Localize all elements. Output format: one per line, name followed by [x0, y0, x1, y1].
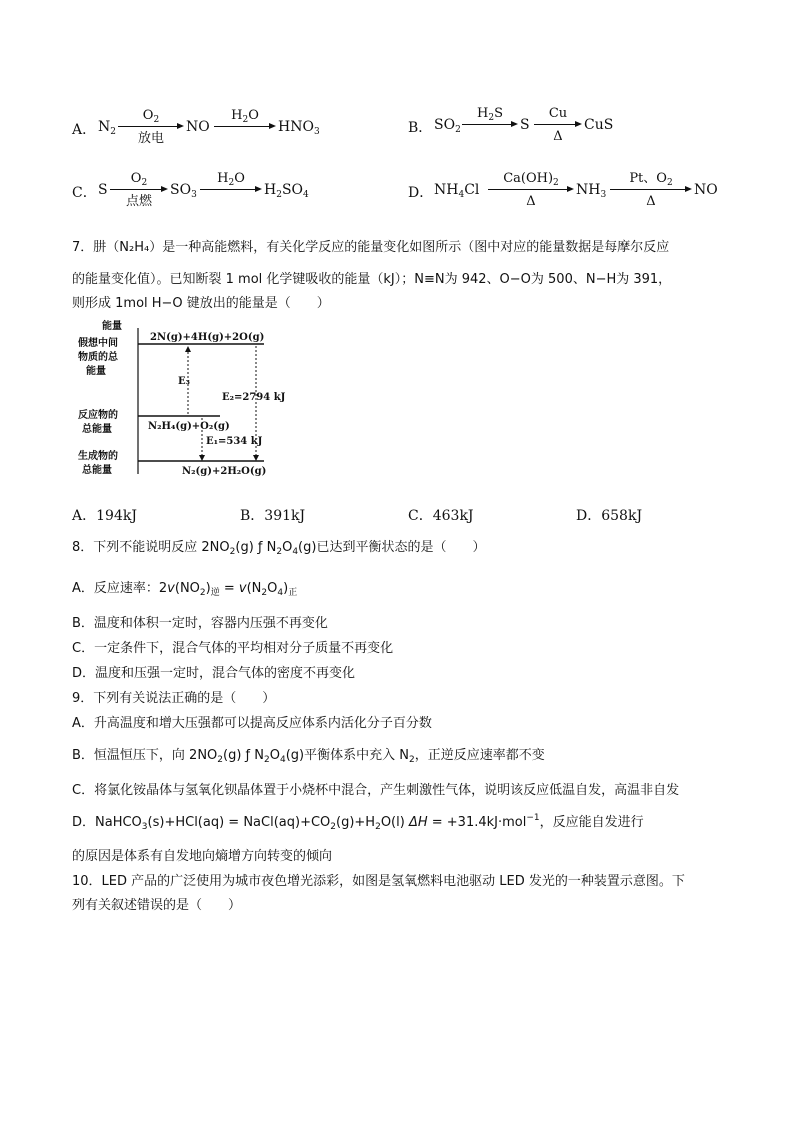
- e3-label: E₃: [178, 376, 191, 387]
- option-text: ，正逆反应速率都不变: [414, 748, 545, 763]
- arrow-top: H: [231, 108, 243, 123]
- reaction-arrow: [610, 171, 692, 209]
- q7-option-c[interactable]: [408, 505, 474, 525]
- species: SO: [281, 182, 304, 198]
- option-text: A．反应速率：2: [72, 581, 168, 596]
- subscript: 2: [276, 190, 282, 200]
- species: NO: [186, 119, 210, 135]
- option-text: O: [267, 581, 278, 596]
- option-text: (NO: [174, 581, 200, 596]
- arrow-icon: [200, 186, 262, 194]
- option-letter: D．: [408, 185, 434, 201]
- q8-option-c[interactable]: C．一定条件下，混合气体的平均相对分子质量不再变化: [72, 641, 394, 656]
- arrow-top: S: [494, 106, 503, 121]
- arrow-top: Cu: [548, 106, 568, 121]
- reaction-arrow: [488, 171, 574, 209]
- option-text: B．恒温恒压下，向 2NO: [72, 748, 218, 763]
- q9-option-b[interactable]: [72, 744, 545, 765]
- q7-option-d[interactable]: [576, 505, 642, 525]
- equals-sign: =: [219, 581, 239, 596]
- arrow-top: H: [477, 106, 489, 121]
- q10-line-2: 列有关叙述错误的是（ ）: [72, 898, 242, 913]
- arrow-icon: [488, 186, 574, 194]
- arrow-bottom: Δ: [553, 129, 563, 144]
- level2-label: 总能量: [82, 424, 112, 435]
- species: S: [98, 182, 108, 198]
- e2-label: E₂=2794 kJ: [222, 392, 286, 403]
- subscript: 2: [217, 755, 224, 765]
- level2-formula: N₂H₄(g)+O₂(g): [148, 421, 230, 432]
- arrow-top: H: [217, 171, 229, 186]
- option-letter: A．: [72, 122, 97, 138]
- q6-option-c: [72, 171, 372, 211]
- reaction-arrow: [200, 171, 262, 194]
- subscript: 2: [488, 113, 495, 123]
- subscript: 2: [199, 588, 206, 598]
- reaction-arrow: [214, 108, 276, 131]
- arrow-icon: [118, 123, 184, 131]
- species: SO: [170, 182, 192, 198]
- option-text: (g)平衡体系中充入 N: [285, 748, 409, 763]
- option-letter: D．: [576, 508, 602, 524]
- math-v: v: [238, 581, 247, 596]
- subscript: 2: [375, 822, 381, 832]
- subscript: 2: [666, 178, 673, 188]
- option-text: ): [283, 581, 289, 596]
- option-text: 658kJ: [601, 508, 643, 524]
- level1-label: 假想中间: [78, 338, 118, 349]
- subscript: 4: [458, 190, 465, 200]
- q10-line-1: 10．LED 产品的广泛使用为城市夜色增光添彩，如图是氢氧燃料电池驱动 LED 发光的一种装置示意图。下: [72, 874, 685, 889]
- q9-option-a[interactable]: A．升高温度和增大压强都可以提高反应体系内活化分子百分数: [72, 716, 432, 731]
- species: H: [264, 182, 277, 198]
- level3-label: 生成物的: [78, 451, 118, 462]
- q6-option-d: [408, 173, 748, 213]
- q8-stem: [72, 536, 485, 557]
- q7-line-1: 7．肼（N₂H₄）是一种高能燃料，有关化学反应的能量变化如图所示（图中对应的能量数据是每摩尔反应: [72, 240, 670, 255]
- option-text: D．NaHCO: [72, 815, 142, 830]
- arrow-icon: [214, 123, 276, 131]
- option-text: 194kJ: [96, 508, 137, 524]
- stem-text: O: [282, 540, 293, 555]
- species: S: [520, 117, 530, 133]
- option-letter: A．: [72, 508, 97, 524]
- arrow-icon: [462, 121, 518, 129]
- q9-stem: 9．下列有关说法正确的是（ ）: [72, 691, 276, 706]
- subscript: 2: [228, 178, 235, 188]
- q9-option-d-line2: 的原因是体系有自发地向熵增方向转变的倾向: [72, 849, 333, 864]
- reaction-arrow: [118, 108, 184, 146]
- arrow-top: O: [130, 171, 142, 186]
- q8-option-b[interactable]: B．温度和体积一定时，容器内压强不再变化: [72, 616, 328, 631]
- reaction-arrow: [462, 106, 518, 129]
- subscript: 2: [229, 547, 236, 557]
- subscript: 4: [292, 547, 299, 557]
- q7-option-b[interactable]: [240, 505, 305, 525]
- species: N: [98, 119, 111, 135]
- subscript: 2: [276, 547, 283, 557]
- stem-text: 8．下列不能说明反应 2NO: [72, 540, 230, 555]
- option-text: (g)+H: [336, 815, 376, 830]
- subscript: 2: [110, 127, 116, 137]
- arrow-top: Ca(OH): [503, 171, 554, 186]
- subscript: 3: [191, 190, 197, 200]
- species: SO: [434, 117, 456, 133]
- level2-label: 反应物的: [78, 410, 118, 421]
- y-axis-label: 能量: [102, 321, 122, 332]
- level3-formula: N₂(g)+2H₂O(g): [182, 466, 267, 477]
- option-text: = +31.4kJ·mol: [427, 815, 527, 830]
- species: NO: [694, 182, 718, 198]
- arrow-icon: [610, 186, 692, 194]
- arrow-top: O: [234, 171, 245, 186]
- level1-formula: 2N(g)+4H(g)+2O(g): [150, 332, 265, 343]
- arrow-bottom: Δ: [646, 194, 656, 209]
- option-letter: B．: [408, 120, 433, 136]
- delta-h: ΔH: [408, 815, 428, 830]
- subscript: 4: [279, 755, 286, 765]
- option-letter: C．: [72, 185, 97, 201]
- arrow-bottom: Δ: [526, 194, 536, 209]
- stem-text: (g) ƒ N: [235, 540, 277, 555]
- subscript: 2: [153, 115, 160, 125]
- species: HNO: [278, 119, 314, 135]
- energy-diagram: [72, 316, 286, 486]
- level1-label: 物质的总: [78, 352, 118, 363]
- option-text: (g) ƒ N: [223, 748, 264, 763]
- subscript: 2: [330, 822, 337, 832]
- subscript-forward: 正: [288, 588, 298, 598]
- arrow-top: Pt、O: [629, 171, 667, 186]
- q7-line-2: 的能量变化值）。已知断裂 1 mol 化学键吸收的能量（kJ）；N≡N为 942、O−O为 500、N−H为 391，: [72, 272, 672, 287]
- option-text: (s)+HCl(aq) = NaCl(aq)+CO: [147, 815, 331, 830]
- option-letter: C．: [408, 508, 433, 524]
- reaction-arrow: [534, 106, 582, 144]
- subscript: 2: [263, 755, 270, 765]
- subscript: 3: [141, 822, 148, 832]
- level3-label: 总能量: [82, 465, 112, 476]
- q9-option-d[interactable]: [72, 811, 644, 832]
- species: NH: [434, 182, 459, 198]
- option-text: O(l): [380, 815, 409, 830]
- option-text: 391kJ: [264, 508, 306, 524]
- option-text: ): [205, 581, 211, 596]
- subscript: 2: [553, 178, 559, 188]
- subscript: 2: [455, 125, 461, 135]
- species: Cl: [464, 182, 480, 198]
- subscript: 4: [303, 190, 309, 200]
- option-text: ，反应能自发进行: [539, 815, 644, 830]
- math-v: v: [167, 581, 175, 596]
- reaction-arrow: [110, 171, 168, 209]
- subscript: 4: [277, 588, 284, 598]
- arrow-icon: [110, 186, 168, 194]
- arrow-top: O: [248, 108, 259, 123]
- arrow-head-icon: [253, 455, 259, 461]
- q8-option-d[interactable]: D．温度和压强一定时，混合气体的密度不再变化: [72, 666, 356, 681]
- subscript: 2: [141, 178, 148, 188]
- species: CuS: [584, 117, 614, 133]
- q8-option-a[interactable]: [72, 577, 297, 598]
- arrow-icon: [534, 121, 582, 129]
- option-letter: B．: [240, 508, 265, 524]
- option-text: 463kJ: [432, 508, 474, 524]
- option-text: O: [269, 748, 280, 763]
- subscript: 2: [261, 588, 268, 598]
- q6-option-a: [72, 108, 372, 148]
- q7-option-a[interactable]: [72, 505, 137, 525]
- subscript: 2: [242, 115, 249, 125]
- q6-option-b: [408, 106, 708, 146]
- superscript: −1: [526, 813, 540, 823]
- e1-label: E₁=534 kJ: [206, 436, 263, 447]
- level1-label: 能量: [86, 366, 106, 377]
- subscript: 2: [408, 755, 415, 765]
- q7-line-3: 则形成 1mol H−O 键放出的能量是（ ）: [72, 296, 330, 311]
- arrow-head-icon: [185, 346, 191, 352]
- option-text: (N: [246, 581, 262, 596]
- subscript: 3: [313, 127, 320, 137]
- q9-option-c[interactable]: C．将氯化铵晶体与氢氧化钡晶体置于小烧杯中混合，产生刺激性气体，说明该反应低温自发，高温非自发: [72, 783, 680, 798]
- arrow-head-icon: [199, 455, 205, 461]
- arrow-bottom: 点燃: [125, 194, 152, 209]
- arrow-bottom: 放电: [137, 131, 164, 146]
- species: NH: [576, 182, 601, 198]
- subscript-reverse: 逆: [210, 588, 220, 598]
- arrow-top: O: [142, 108, 154, 123]
- subscript: 3: [600, 190, 607, 200]
- stem-text: (g)已达到平衡状态的是（ ）: [298, 540, 486, 555]
